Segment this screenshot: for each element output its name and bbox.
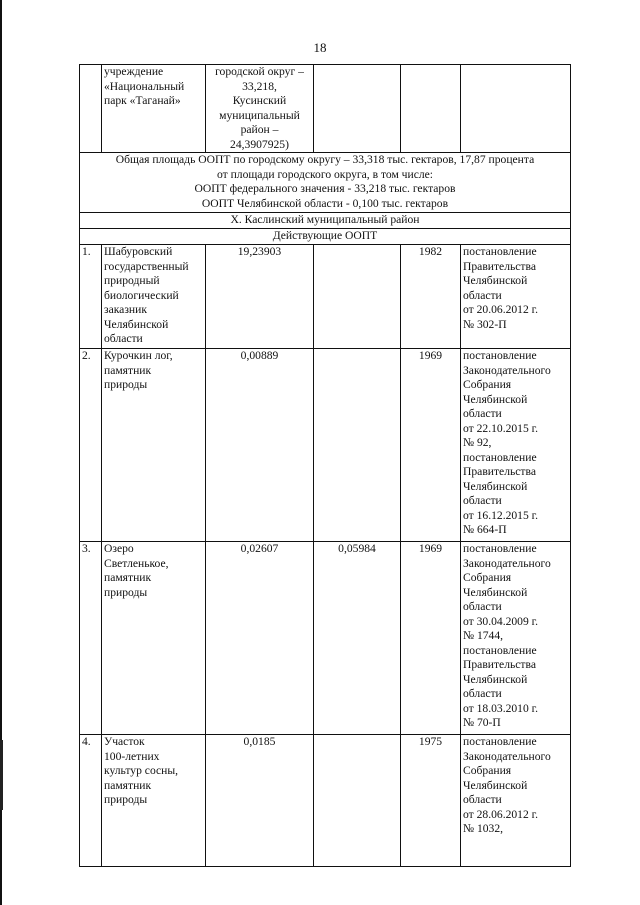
text-line: № 302-П (463, 317, 507, 331)
text-line: № 92, (463, 436, 492, 449)
area-value-cell: 0,02607 (206, 542, 314, 735)
text-line: области (463, 687, 502, 700)
table-row (80, 735, 571, 867)
carry-doc-cell (461, 65, 571, 153)
text-line: природы (104, 378, 148, 391)
text-line: Челябинской (463, 479, 528, 493)
text-line: культур сосны, (104, 764, 179, 777)
text-line: природы (104, 585, 148, 599)
year-cell: 1975 (401, 735, 461, 867)
text-line: 100-летних (104, 749, 160, 763)
text-line: Участок (104, 735, 145, 748)
area-name-cell (102, 349, 206, 542)
text-line: Собрания (463, 571, 512, 584)
text-line: Челябинской (463, 392, 528, 406)
text-line: № 70-П (463, 716, 501, 729)
text-line: природный (104, 274, 160, 287)
carry-num-cell (80, 65, 102, 153)
text-line: заказник (104, 303, 147, 316)
year-cell: 1982 (401, 245, 461, 349)
text-line: постановление (463, 643, 537, 657)
text-line: постановление (463, 349, 537, 362)
carry-name-cell (102, 65, 206, 153)
page-number: 18 (313, 40, 327, 55)
text-line: природы (104, 793, 148, 806)
text-line: Курочкин лог, (104, 349, 173, 362)
text-line: Собрания (463, 764, 512, 777)
area-name-cell (102, 542, 206, 735)
table-row (80, 542, 571, 735)
text-line: постановление (463, 450, 537, 464)
text-line: области (463, 407, 502, 420)
text-line: области (463, 793, 502, 806)
text-line: Законодательного (463, 556, 551, 570)
table-row (80, 245, 571, 349)
text-line: № 664-П (463, 523, 507, 536)
row-number: 4. (80, 735, 102, 867)
text-line: Собрания (463, 378, 512, 391)
text-line: Челябинской (104, 317, 169, 331)
document-cell (461, 542, 571, 735)
row-number: 2. (80, 349, 102, 542)
text-line: Законодательного (463, 749, 551, 763)
summary-line: Общая площадь ООПТ по городскому округу – 33,318 тыс. гектаров, 17,87 процента (115, 153, 535, 166)
text-line: муниципальный (219, 108, 300, 122)
text-line: № 1032, (463, 822, 504, 835)
text-line: биологический (104, 288, 179, 302)
summary-row (80, 153, 571, 213)
text-line: Светленькое, (104, 556, 169, 570)
text-line: области (463, 288, 502, 302)
carry-over-row (80, 65, 571, 153)
text-line: Озеро (104, 542, 134, 555)
text-line: области (463, 494, 502, 507)
text-line: Правительства (463, 259, 536, 273)
text-line: постановление (463, 542, 537, 555)
text-line: Челябинской (463, 585, 528, 599)
text-line: от 18.03.2010 г. (463, 701, 539, 715)
area-value-cell: 0,0185 (206, 735, 314, 867)
protection-zone-cell (314, 245, 401, 349)
text-line: от 20.06.2012 г. (463, 303, 539, 316)
protection-zone-cell (314, 735, 401, 867)
document-cell (461, 735, 571, 867)
text-line: области (104, 332, 143, 345)
section-heading: Действующие ООПТ (80, 229, 571, 245)
text-line: Челябинской (463, 778, 528, 792)
text-line: учреждение (104, 65, 164, 78)
summary-cell (80, 153, 571, 213)
area-value-cell: 0,00889 (206, 349, 314, 542)
carry-year-cell (401, 65, 461, 153)
protection-zone-cell: 0,05984 (314, 542, 401, 735)
text-line: Правительства (463, 658, 536, 671)
text-line: парк «Таганай» (104, 94, 181, 107)
district-heading-row (80, 213, 571, 229)
protected-areas-table (79, 64, 571, 867)
area-name-cell (102, 245, 206, 349)
year-cell: 1969 (401, 349, 461, 542)
text-line: памятник (104, 778, 152, 792)
text-line: памятник (104, 571, 152, 584)
text-line: Правительства (463, 465, 536, 478)
text-line: городской округ – (215, 65, 304, 78)
text-line: Челябинской (463, 274, 528, 287)
text-line: постановление (463, 735, 537, 748)
section-heading-row (80, 229, 571, 245)
protection-zone-cell (314, 349, 401, 542)
text-line: от 28.06.2012 г. (463, 807, 539, 821)
area-name-cell (102, 735, 206, 867)
summary-line: ООПТ Челябинской области - 0,100 тыс. гектаров (201, 196, 449, 210)
text-line: государственный (104, 259, 189, 273)
text-line: Шабуровский (104, 245, 173, 258)
document-cell (461, 245, 571, 349)
text-line: 33,218, (242, 79, 277, 93)
text-line: № 1744, (463, 629, 504, 642)
text-line: Законодательного (463, 363, 551, 377)
text-line: «Национальный (104, 79, 185, 93)
summary-line: ООПТ федерального значения - 33,218 тыс. гектаров (194, 182, 456, 195)
scan-edge-mark (0, 740, 3, 810)
document-cell (461, 349, 571, 542)
text-line: 24,3907925) (230, 137, 289, 151)
area-value-cell: 19,23903 (206, 245, 314, 349)
carry-protection-cell (314, 65, 401, 153)
text-line: области (463, 600, 502, 613)
year-cell: 1969 (401, 542, 461, 735)
row-number: 3. (80, 542, 102, 735)
text-line: от 16.12.2015 г. (463, 508, 539, 522)
text-line: от 30.04.2009 г. (463, 614, 539, 628)
text-line: район – (240, 123, 279, 136)
text-line: постановление (463, 245, 537, 258)
text-line: Кусинский (232, 94, 287, 107)
summary-line: от площади городского округа, в том числе: (216, 167, 434, 181)
text-line: от 22.10.2015 г. (463, 421, 539, 435)
row-number: 1. (80, 245, 102, 349)
table-row (80, 349, 571, 542)
carry-area-cell (206, 65, 314, 153)
text-line: памятник (104, 363, 152, 377)
district-heading: X. Каслинский муниципальный район (80, 213, 571, 229)
text-line: Челябинской (463, 672, 528, 686)
